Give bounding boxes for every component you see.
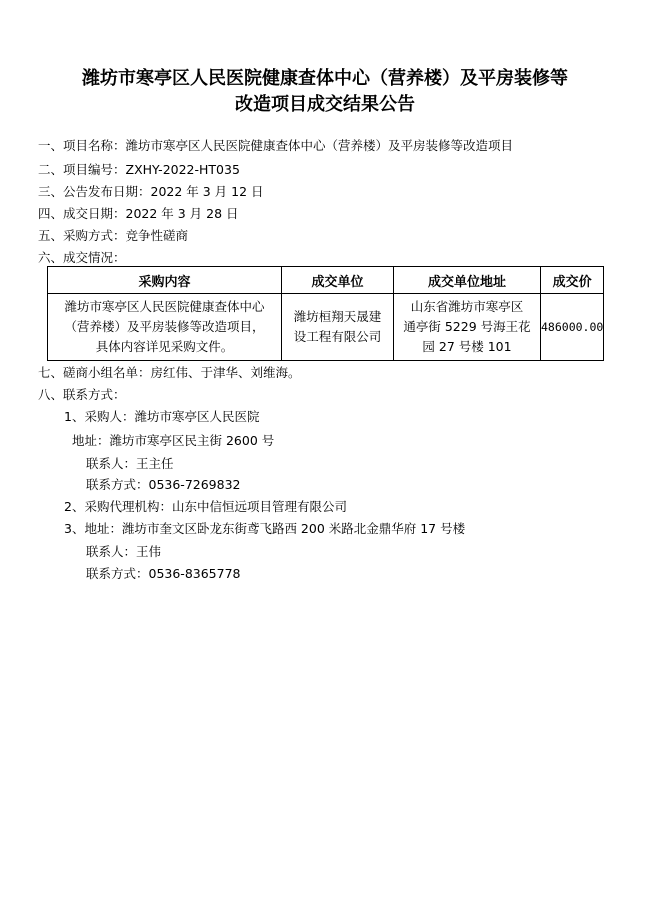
purchaser-contact-person: 联系人：王主任 — [86, 456, 174, 471]
result-table — [47, 266, 604, 361]
deal-date: 四、成交日期：2022 年 3 月 28 日 — [38, 206, 239, 221]
header-content: 采购内容 — [48, 267, 282, 294]
header-price: 成交价 — [541, 267, 604, 294]
contact-heading: 八、联系方式： — [38, 387, 126, 402]
title-line-2: 改造项目成交结果公告 — [235, 94, 415, 115]
cell-address — [394, 294, 541, 361]
agency-phone: 联系方式：0536-8365778 — [86, 566, 241, 581]
header-address: 成交单位地址 — [394, 267, 541, 294]
purchaser-phone: 联系方式：0536-7269832 — [86, 477, 241, 492]
cell-company — [282, 294, 394, 361]
agency-contact-person: 联系人：王伟 — [86, 544, 162, 559]
announcement-title — [40, 66, 610, 118]
panel-members: 七、磋商小组名单：房红伟、于津华、刘维海。 — [38, 365, 301, 380]
content-line: （营养楼）及平房装修等改造项目， — [64, 319, 265, 334]
deal-info-heading: 六、成交情况： — [38, 250, 126, 265]
purchaser: 1、采购人：潍坊市寒亭区人民医院 — [64, 409, 260, 424]
project-name: 一、项目名称：潍坊市寒亭区人民医院健康查体中心（营养楼）及平房装修等改造项目 — [38, 138, 514, 153]
table-row — [48, 294, 604, 361]
address-line: 通亭街 5229 号海王花 — [403, 319, 531, 334]
title-line-1: 潍坊市寒亭区人民医院健康查体中心（营养楼）及平房装修等 — [82, 68, 568, 89]
header-company: 成交单位 — [282, 267, 394, 294]
agency: 2、采购代理机构：山东中信恒远项目管理有限公司 — [64, 499, 347, 514]
content-line: 潍坊市寒亭区人民医院健康查体中心 — [64, 299, 265, 314]
procurement-method: 五、采购方式：竞争性磋商 — [38, 228, 189, 243]
content-line: 具体内容详见采购文件。 — [95, 339, 234, 354]
project-number: 二、项目编号：ZXHY-2022-HT035 — [38, 162, 240, 177]
address-line: 园 27 号楼 101 — [422, 339, 512, 354]
table-header-row — [48, 267, 604, 294]
agency-address: 3、地址：潍坊市奎文区卧龙东街鸢飞路西 200 米路北金鼎华府 17 号楼 — [64, 521, 466, 536]
cell-content — [48, 294, 282, 361]
company-line: 设工程有限公司 — [293, 329, 382, 344]
company-line: 潍坊桓翔天晟建 — [293, 309, 382, 324]
publish-date: 三、公告发布日期：2022 年 3 月 12 日 — [38, 184, 264, 199]
purchaser-address: 地址：潍坊市寒亭区民主街 2600 号 — [72, 433, 275, 448]
cell-price: 486000.00 — [541, 294, 604, 361]
address-line: 山东省潍坊市寒亭区 — [410, 299, 524, 314]
